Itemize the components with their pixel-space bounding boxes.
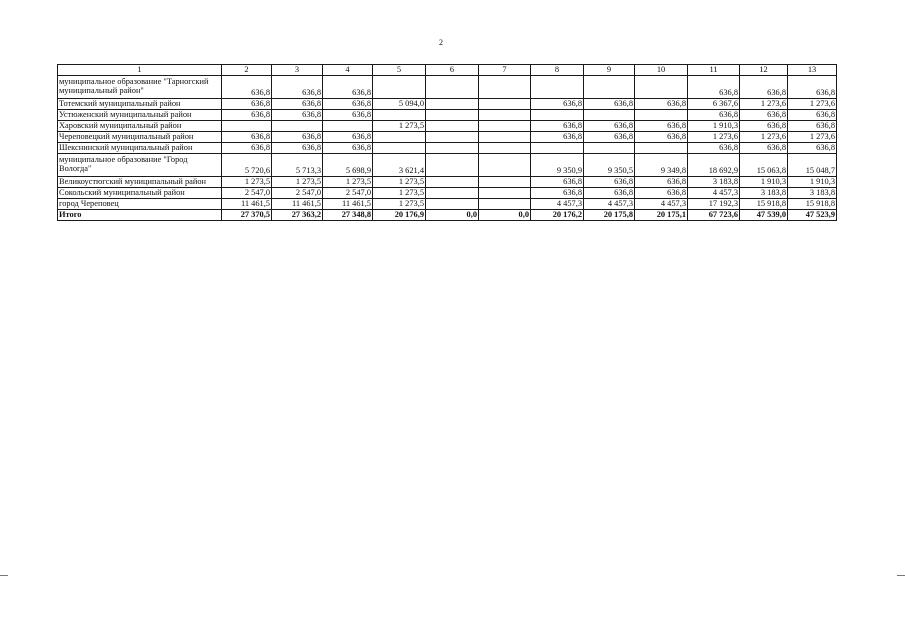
value-cell: 636,8	[323, 143, 373, 154]
value-cell	[373, 132, 426, 143]
total-value-cell: 20 176,9	[373, 210, 426, 221]
column-header-11: 11	[688, 65, 740, 76]
value-cell: 1 273,5	[373, 199, 426, 210]
value-cell: 15 048,7	[788, 154, 837, 177]
value-cell	[373, 110, 426, 121]
total-row	[58, 210, 837, 221]
value-cell	[426, 99, 479, 110]
value-cell: 636,8	[323, 132, 373, 143]
value-cell: 5 720,6	[222, 154, 272, 177]
column-header-12: 12	[740, 65, 788, 76]
total-value-cell: 20 176,2	[531, 210, 584, 221]
value-cell: 3 183,8	[688, 177, 740, 188]
column-header-1: 1	[58, 65, 222, 76]
value-cell	[479, 188, 531, 199]
total-value-cell: 27 370,5	[222, 210, 272, 221]
total-label-cell: Итого	[58, 210, 222, 221]
value-cell	[479, 110, 531, 121]
column-header-9: 9	[584, 65, 635, 76]
value-cell	[426, 110, 479, 121]
value-cell	[479, 76, 531, 99]
value-cell: 636,8	[531, 99, 584, 110]
value-cell: 18 692,9	[688, 154, 740, 177]
value-cell: 5 094,0	[373, 99, 426, 110]
value-cell: 636,8	[740, 143, 788, 154]
table-row	[58, 76, 837, 99]
value-cell	[272, 121, 323, 132]
column-header-5: 5	[373, 65, 426, 76]
value-cell	[479, 177, 531, 188]
value-cell: 636,8	[222, 99, 272, 110]
value-cell	[531, 76, 584, 99]
row-name-cell: Великоустюгский муниципальный район	[58, 177, 222, 188]
value-cell: 636,8	[688, 143, 740, 154]
row-name-cell: Шекснинский муниципальный район	[58, 143, 222, 154]
value-cell: 636,8	[635, 99, 688, 110]
value-cell	[426, 143, 479, 154]
value-cell: 636,8	[788, 76, 837, 99]
table-row	[58, 99, 837, 110]
value-cell: 636,8	[788, 110, 837, 121]
row-name-cell: Харовский муниципальный район	[58, 121, 222, 132]
right-edge-mark	[897, 575, 905, 576]
column-header-3: 3	[272, 65, 323, 76]
value-cell	[635, 76, 688, 99]
total-value-cell: 20 175,8	[584, 210, 635, 221]
value-cell: 11 461,5	[323, 199, 373, 210]
value-cell: 636,8	[272, 99, 323, 110]
column-header-7: 7	[479, 65, 531, 76]
value-cell: 636,8	[584, 121, 635, 132]
value-cell	[426, 188, 479, 199]
value-cell: 6 367,6	[688, 99, 740, 110]
value-cell: 15 918,8	[740, 199, 788, 210]
value-cell	[635, 110, 688, 121]
value-cell: 636,8	[635, 132, 688, 143]
value-cell: 636,8	[222, 143, 272, 154]
value-cell: 636,8	[584, 99, 635, 110]
left-edge-mark	[0, 575, 8, 576]
value-cell: 636,8	[584, 188, 635, 199]
value-cell	[531, 143, 584, 154]
value-cell: 636,8	[635, 188, 688, 199]
value-cell: 2 547,0	[323, 188, 373, 199]
table-row	[58, 110, 837, 121]
data-table	[57, 64, 837, 221]
value-cell: 1 273,6	[740, 99, 788, 110]
value-cell: 636,8	[222, 76, 272, 99]
value-cell	[479, 143, 531, 154]
value-cell: 636,8	[788, 143, 837, 154]
value-cell: 9 350,9	[531, 154, 584, 177]
value-cell: 636,8	[531, 121, 584, 132]
value-cell	[323, 121, 373, 132]
column-header-13: 13	[788, 65, 837, 76]
column-header-6: 6	[426, 65, 479, 76]
table-header	[58, 65, 837, 76]
total-value-cell: 47 539,0	[740, 210, 788, 221]
value-cell: 636,8	[222, 132, 272, 143]
value-cell: 9 350,5	[584, 154, 635, 177]
value-cell: 636,8	[531, 188, 584, 199]
value-cell: 4 457,3	[688, 188, 740, 199]
value-cell: 636,8	[323, 76, 373, 99]
column-header-4: 4	[323, 65, 373, 76]
value-cell: 636,8	[531, 177, 584, 188]
value-cell: 636,8	[272, 76, 323, 99]
value-cell: 636,8	[272, 143, 323, 154]
total-value-cell: 27 348,8	[323, 210, 373, 221]
row-name-cell: муниципальное образование "Город Вологда"	[58, 154, 222, 177]
value-cell: 1 273,5	[272, 177, 323, 188]
value-cell: 4 457,3	[635, 199, 688, 210]
value-cell	[426, 154, 479, 177]
value-cell: 5 713,3	[272, 154, 323, 177]
value-cell	[426, 76, 479, 99]
value-cell	[479, 121, 531, 132]
value-cell	[531, 110, 584, 121]
value-cell	[426, 177, 479, 188]
header-row	[58, 65, 837, 76]
value-cell: 636,8	[788, 121, 837, 132]
value-cell: 1 910,3	[788, 177, 837, 188]
value-cell	[584, 110, 635, 121]
value-cell: 1 273,6	[740, 132, 788, 143]
value-cell: 636,8	[740, 76, 788, 99]
value-cell	[479, 199, 531, 210]
value-cell: 636,8	[688, 110, 740, 121]
value-cell: 636,8	[740, 110, 788, 121]
value-cell: 1 273,5	[373, 121, 426, 132]
value-cell: 636,8	[688, 76, 740, 99]
value-cell: 3 183,8	[740, 188, 788, 199]
total-value-cell: 67 723,6	[688, 210, 740, 221]
table-body	[58, 76, 837, 221]
value-cell: 636,8	[323, 99, 373, 110]
value-cell: 9 349,8	[635, 154, 688, 177]
value-cell	[373, 76, 426, 99]
total-value-cell: 47 523,9	[788, 210, 837, 221]
row-name-cell: город Череповец	[58, 199, 222, 210]
value-cell: 17 192,3	[688, 199, 740, 210]
value-cell: 15 918,8	[788, 199, 837, 210]
value-cell	[479, 132, 531, 143]
value-cell: 5 698,9	[323, 154, 373, 177]
value-cell: 2 547,0	[272, 188, 323, 199]
value-cell: 1 273,6	[788, 99, 837, 110]
value-cell	[373, 143, 426, 154]
value-cell: 1 273,5	[323, 177, 373, 188]
value-cell: 1 910,3	[688, 121, 740, 132]
value-cell: 1 273,5	[373, 177, 426, 188]
value-cell: 4 457,3	[531, 199, 584, 210]
table-row	[58, 177, 837, 188]
value-cell	[426, 199, 479, 210]
value-cell: 1 273,6	[788, 132, 837, 143]
table-row	[58, 188, 837, 199]
value-cell: 1 273,6	[688, 132, 740, 143]
value-cell: 2 547,0	[222, 188, 272, 199]
table-row	[58, 132, 837, 143]
value-cell: 636,8	[635, 177, 688, 188]
value-cell: 636,8	[635, 121, 688, 132]
row-name-cell: Череповецкий муниципальный район	[58, 132, 222, 143]
value-cell	[426, 121, 479, 132]
value-cell: 636,8	[272, 110, 323, 121]
table-row	[58, 199, 837, 210]
value-cell: 3 183,8	[788, 188, 837, 199]
total-value-cell: 0,0	[479, 210, 531, 221]
value-cell: 636,8	[323, 110, 373, 121]
table-row	[58, 143, 837, 154]
row-name-cell: Сокольский муниципальный район	[58, 188, 222, 199]
value-cell: 636,8	[272, 132, 323, 143]
value-cell	[426, 132, 479, 143]
total-value-cell: 0,0	[426, 210, 479, 221]
value-cell: 636,8	[740, 121, 788, 132]
value-cell	[479, 99, 531, 110]
row-name-cell: Устюженский муниципальный район	[58, 110, 222, 121]
value-cell	[635, 143, 688, 154]
total-value-cell: 20 175,1	[635, 210, 688, 221]
row-name-cell: муниципальное образование "Тарногский муниципальный район"	[58, 76, 222, 99]
value-cell: 1 273,5	[222, 177, 272, 188]
column-header-10: 10	[635, 65, 688, 76]
value-cell	[584, 143, 635, 154]
column-header-2: 2	[222, 65, 272, 76]
value-cell: 1 273,5	[373, 188, 426, 199]
value-cell: 636,8	[222, 110, 272, 121]
row-name-cell: Тотемский муниципальный район	[58, 99, 222, 110]
value-cell: 4 457,3	[584, 199, 635, 210]
value-cell: 15 063,8	[740, 154, 788, 177]
page-number: 2	[439, 38, 443, 47]
column-header-8: 8	[531, 65, 584, 76]
value-cell: 3 621,4	[373, 154, 426, 177]
value-cell: 636,8	[584, 177, 635, 188]
total-value-cell: 27 363,2	[272, 210, 323, 221]
table-row	[58, 121, 837, 132]
value-cell: 636,8	[531, 132, 584, 143]
table-row	[58, 154, 837, 177]
value-cell: 11 461,5	[222, 199, 272, 210]
value-cell: 1 910,3	[740, 177, 788, 188]
value-cell: 636,8	[584, 132, 635, 143]
value-cell	[479, 154, 531, 177]
value-cell	[222, 121, 272, 132]
value-cell: 11 461,5	[272, 199, 323, 210]
value-cell	[584, 76, 635, 99]
